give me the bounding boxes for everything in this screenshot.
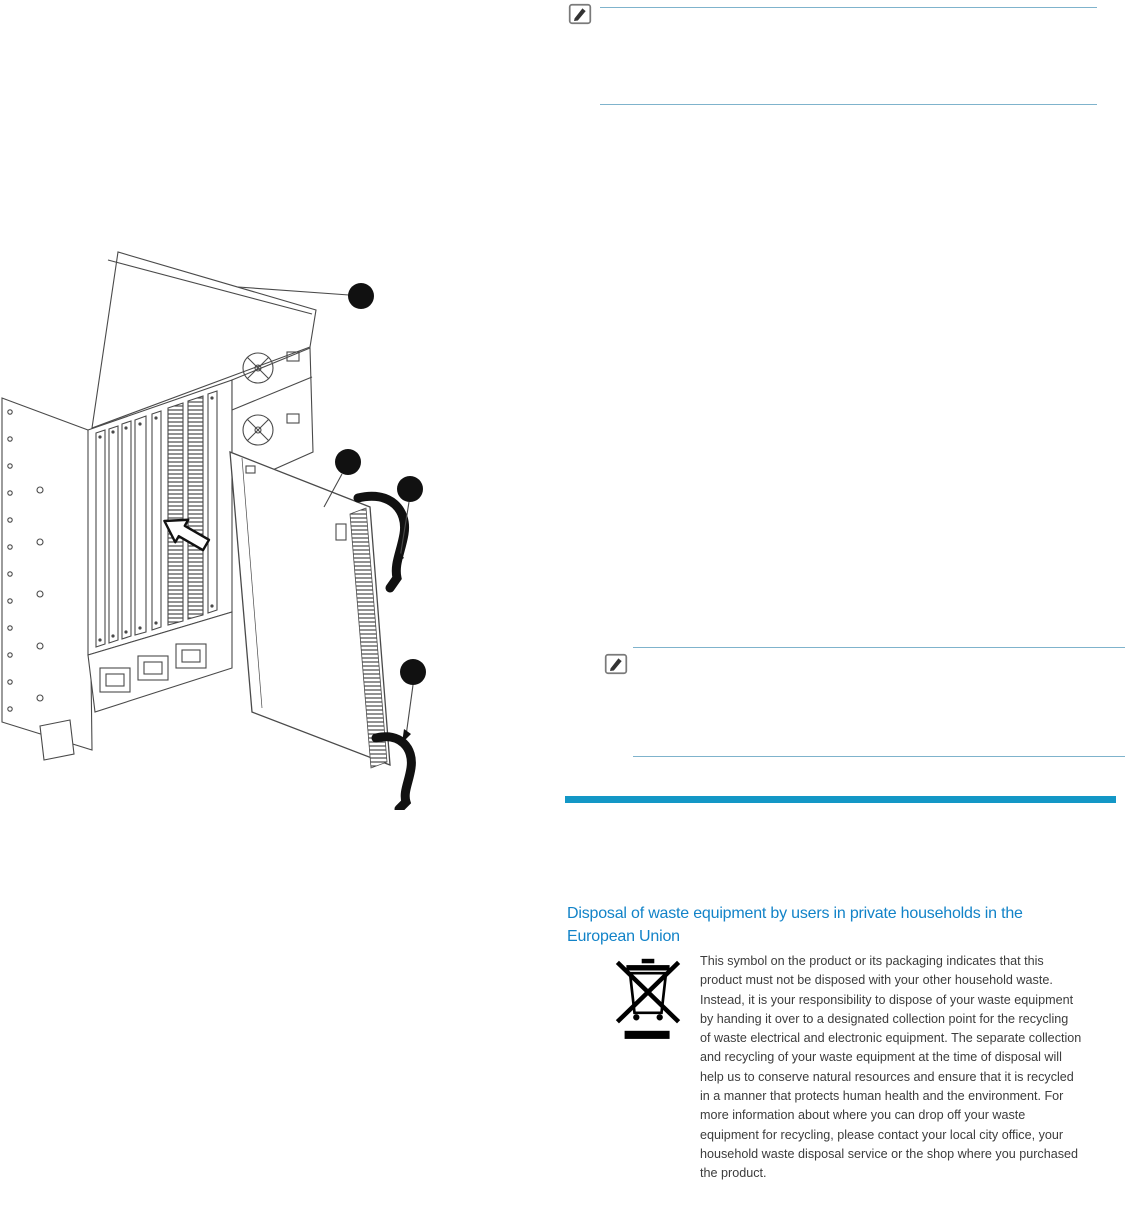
note-pencil-icon [567, 1, 593, 27]
section-divider-bar [565, 796, 1116, 803]
note-text [600, 14, 1097, 98]
note-pencil-icon [603, 651, 629, 677]
callout-1-marker [348, 283, 374, 309]
chassis-foot [40, 720, 74, 760]
note-rule [600, 7, 1097, 8]
chassis-module-removal-figure [0, 240, 450, 810]
note-rule [633, 647, 1125, 648]
callout-2-marker [335, 449, 361, 475]
disposal-body-text: This symbol on the product or its packaging indicates that this product must not be disposed with your other household waste. Instead, it is your responsibility to dispose of your waste equipment by handing it over to a designated collection point for the recycling of waste electrical and electronic equipment. The separate collection and recycling of your waste equipment at the time of disposal will help us to conserve natural resources and ensure that it is recycled in a manner that protects human health and the environment. For more information about where you can drop off your waste equipment for recycling, please contact your local city office, your household waste disposal service or the shop where you purchased the product. [700, 954, 1082, 1181]
card-slots [96, 391, 217, 647]
callout-3-marker [397, 476, 423, 502]
chassis-left-panel [2, 398, 92, 750]
callout-4-marker [400, 659, 426, 685]
note-text [633, 654, 1125, 744]
note-rule [633, 756, 1125, 757]
disposal-section-heading: Disposal of waste equipment by users in private households in the European Union [567, 905, 1023, 945]
note-rule [600, 104, 1097, 105]
chassis-drawing [2, 252, 413, 809]
weee-crossed-out-wheeled-bin-icon [612, 956, 684, 1048]
